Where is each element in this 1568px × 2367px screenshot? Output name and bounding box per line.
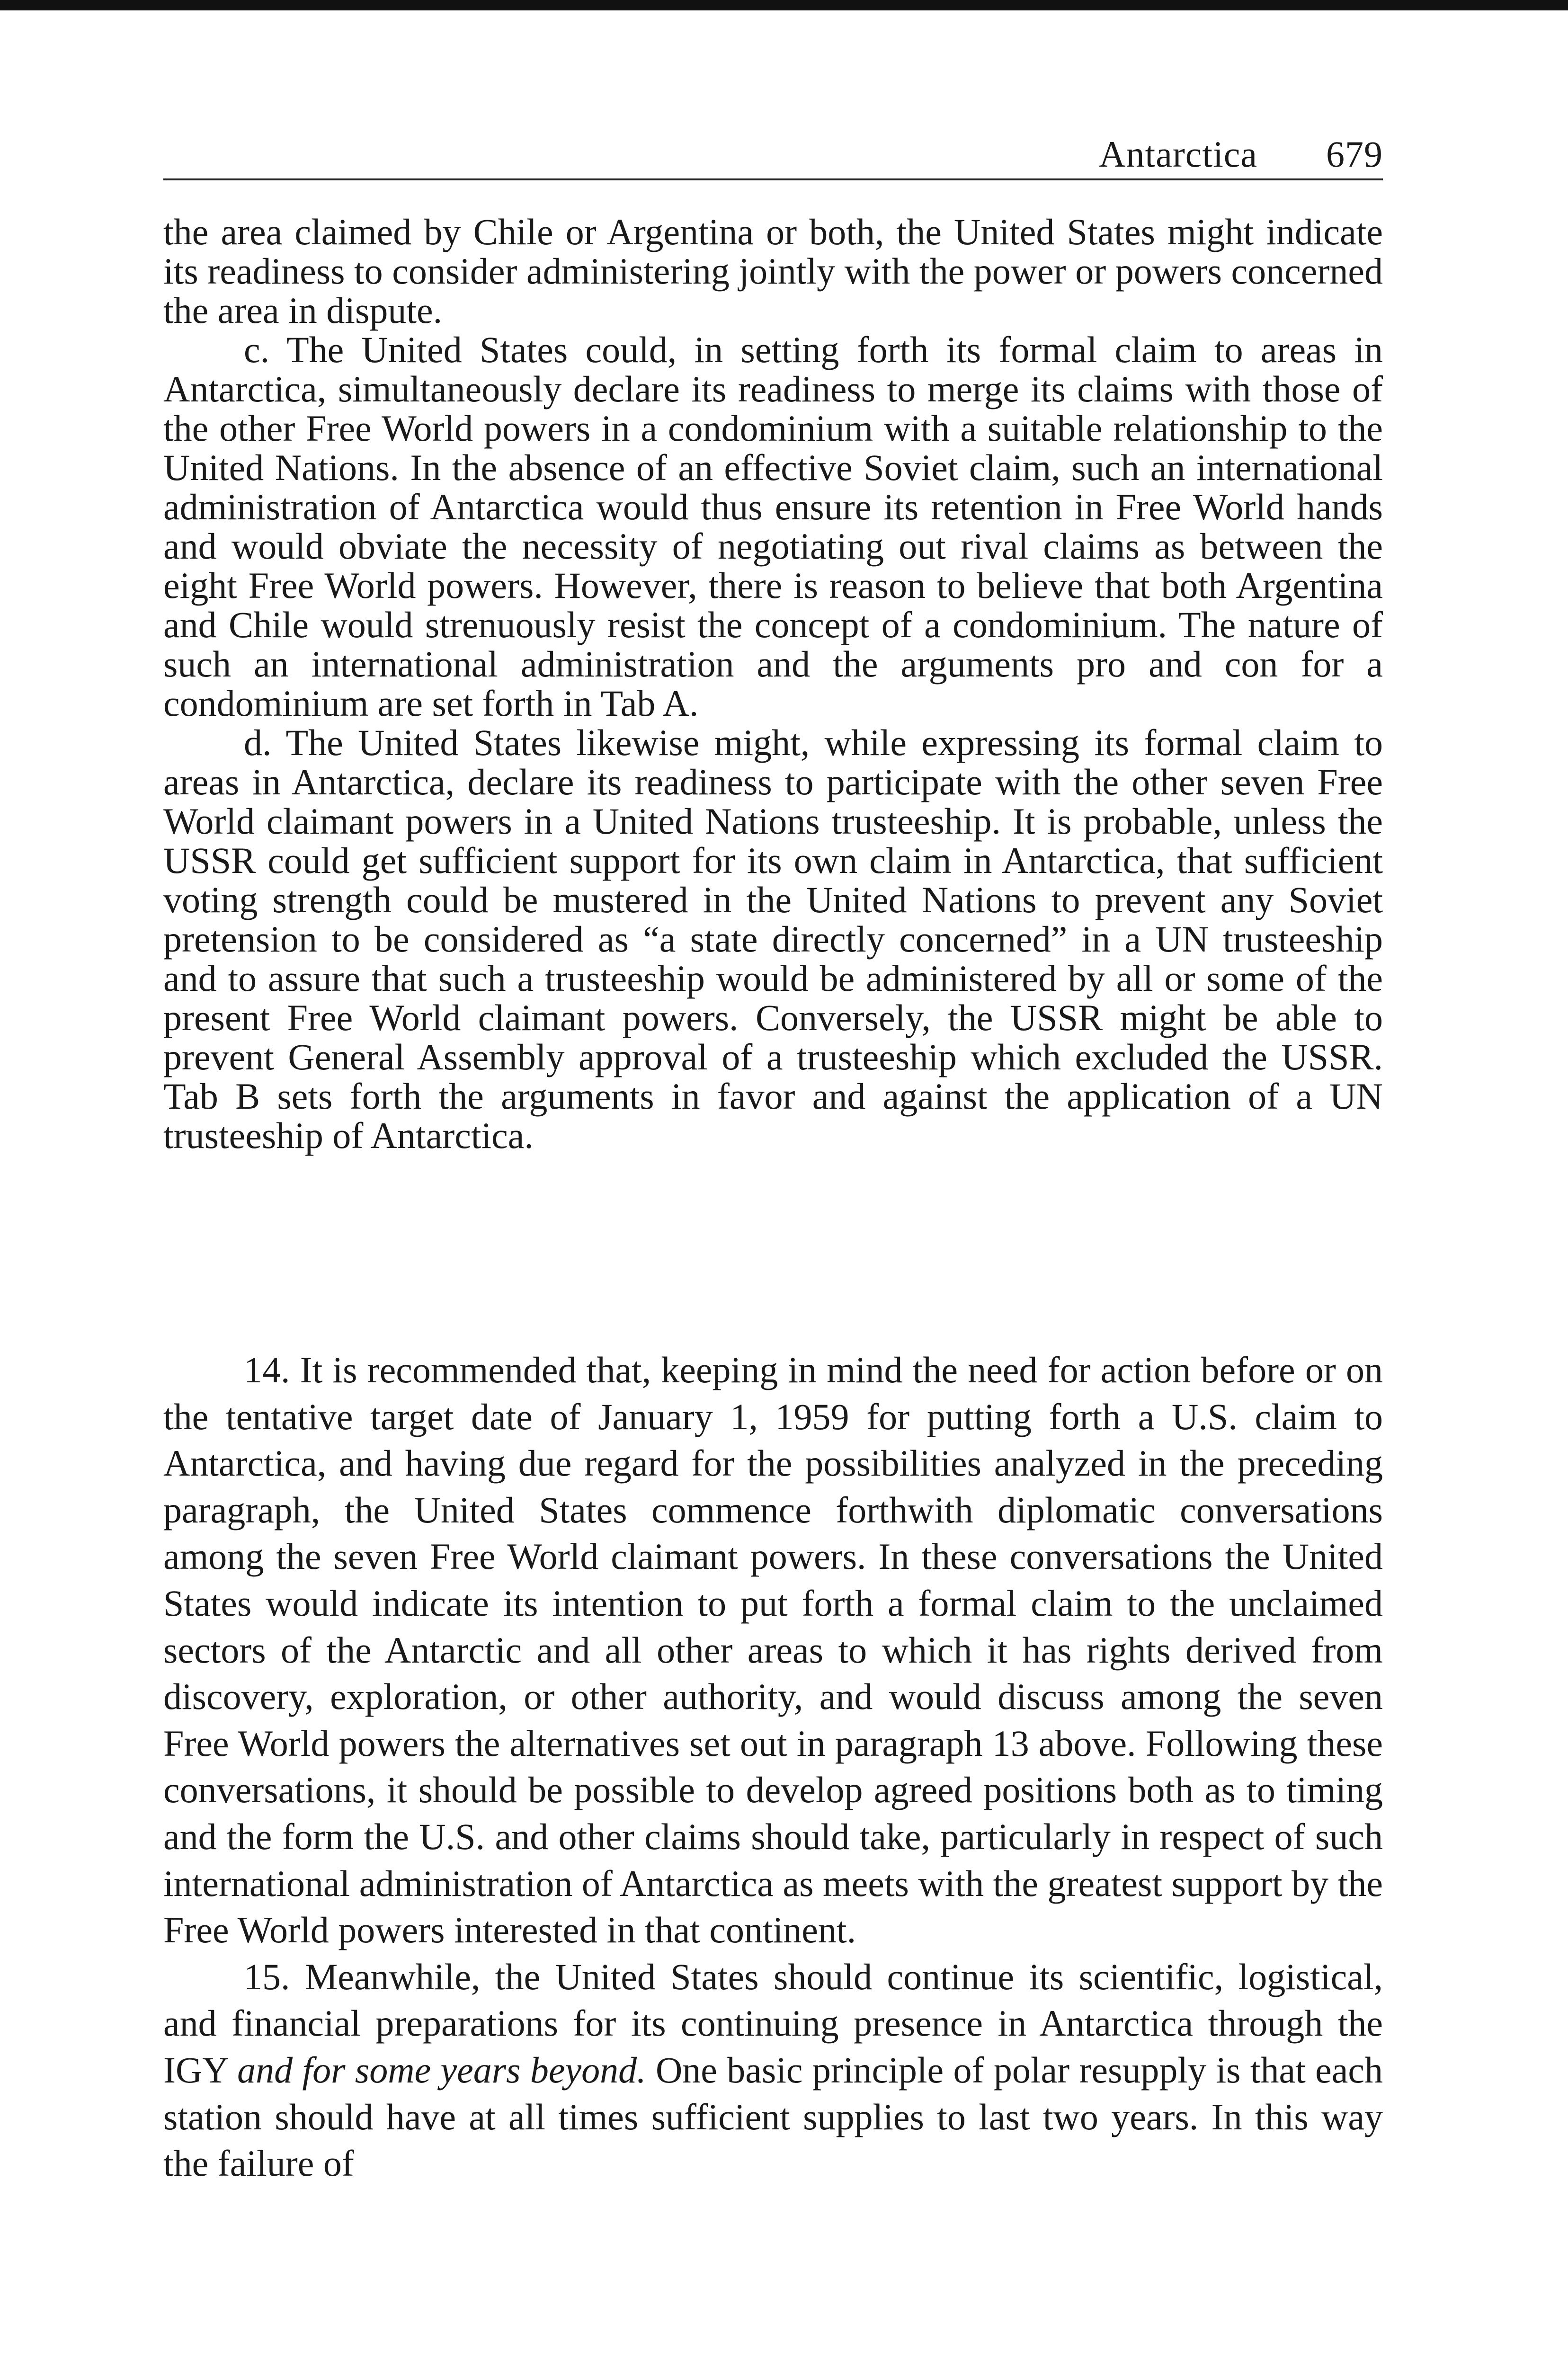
body-text-upper: [163, 212, 1383, 1155]
paragraph-15-start: 15. Meanwhile, the United States should continue its scientific, logistical, and financial preparations for its continuing presence in Antarctica through the IGY: [163, 1956, 1383, 2091]
scan-edge: [0, 0, 1568, 10]
paragraph-15-end: One basic principle of polar resupply is that each station should have at all times sufficient supplies to last two years. In this way the failure of: [163, 2049, 1383, 2184]
running-head-title: Antarctica: [1099, 133, 1257, 175]
body-text-lower: [163, 1347, 1383, 2187]
paragraph-14: 14. It is recommended that, keeping in mind the need for action before or on the tentative target date of January 1, 1959 for putting forth a U.S. claim to Antarctica, and having due regard for the possibilities analyzed in the preceding paragraph, the United States commence forthwith diplomatic conversations among the seven Free World claimant powers. In these conversations the United States would indicate its intention to put forth a formal claim to the unclaimed sectors of the Antarctic and all other areas to which it has rights derived from discovery, exploration, or other authority, and would discuss among the seven Free World powers the alternatives set out in paragraph 13 above. Following these conversations, it should be possible to develop agreed positions both as to timing and the form the U.S. and other claims should take, particularly in respect of such international administration of Antarctica as meets with the greatest support by the Free World powers interested in that continent.: [163, 1349, 1383, 1951]
page-number: 679: [1326, 133, 1383, 175]
paragraph-13c: c. The United States could, in setting forth its formal claim to areas in Antarctica, simultaneously declare its readiness to merge its claims with those of the other Free World powers in a condominium with a suitable relationship to the United Nations. In the absence of an effective Soviet claim, such an international administration of Antarctica would thus ensure its retention in Free World hands and would obviate the necessity of negotiating out rival claims as between the eight Free World powers. However, there is reason to believe that both Argentina and Chile would strenuously resist the concept of a condominium. The nature of such an international administration and the arguments pro and con for a condominium are set forth in Tab A.: [163, 329, 1383, 724]
paragraph-continuation: the area claimed by Chile or Argentina or both, the United States might indicate its readiness to consider administering jointly with the power or powers concerned the area in dispute.: [163, 211, 1383, 331]
paragraph-15-italic: and for some years beyond.: [237, 2049, 646, 2091]
paragraph-13d: d. The United States likewise might, while expressing its formal claim to areas in Antarctica, declare its readiness to participate with the other seven Free World claimant powers in a United Nations trusteeship. It is probable, unless the USSR could get sufficient support for its own claim in Antarctica, that sufficient voting strength could be mustered in the United Nations to prevent any Soviet pretension to be considered as “a state directly concerned” in a UN trusteeship and to assure that such a trusteeship would be administered by all or some of the present Free World claimant powers. Conversely, the USSR might be able to prevent General Assembly approval of a trusteeship which excluded the USSR. Tab B sets forth the arguments in favor and against the application of a UN trusteeship of Antarctica.: [163, 722, 1383, 1156]
paragraph-15: [163, 1954, 1383, 2187]
running-head: [163, 129, 1383, 180]
